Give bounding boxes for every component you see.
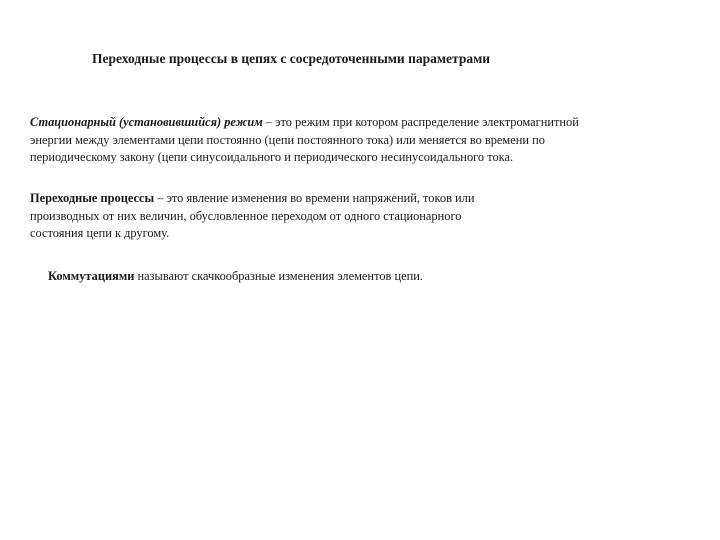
definition-commutation bbox=[48, 268, 688, 286]
definition-line: периодическому закону (цепи синусоидального и периодического несинусоидального тока. bbox=[30, 150, 514, 164]
term-commutation: Коммутациями bbox=[48, 269, 135, 283]
term-steady-state: Стационарный (установившийся) режим bbox=[30, 115, 263, 129]
term-transient-processes: Переходные процессы bbox=[30, 191, 155, 205]
definition-line bbox=[30, 190, 570, 208]
definition-line: производных от них величин, обусловленное переходом от одного стационарного bbox=[30, 208, 462, 223]
definition-steady-state bbox=[30, 114, 690, 167]
page-title: Переходные процессы в цепях с сосредоточенными параметрами bbox=[92, 51, 491, 66]
definition-line bbox=[30, 114, 690, 132]
definition-text: – это явление изменения во времени напряжений, токов или bbox=[154, 191, 475, 205]
definition-text: – это режим при котором распределение электромагнитной bbox=[262, 115, 579, 129]
definition-text: называют скачкообразные изменения элементов цепи. bbox=[134, 269, 423, 283]
definition-transient-processes bbox=[30, 190, 570, 243]
definition-line: состояния цепи к другому. bbox=[30, 226, 170, 240]
definition-line: энергии между элементами цепи постоянно (цепи постоянного тока) или меняется во времени по bbox=[30, 132, 545, 147]
